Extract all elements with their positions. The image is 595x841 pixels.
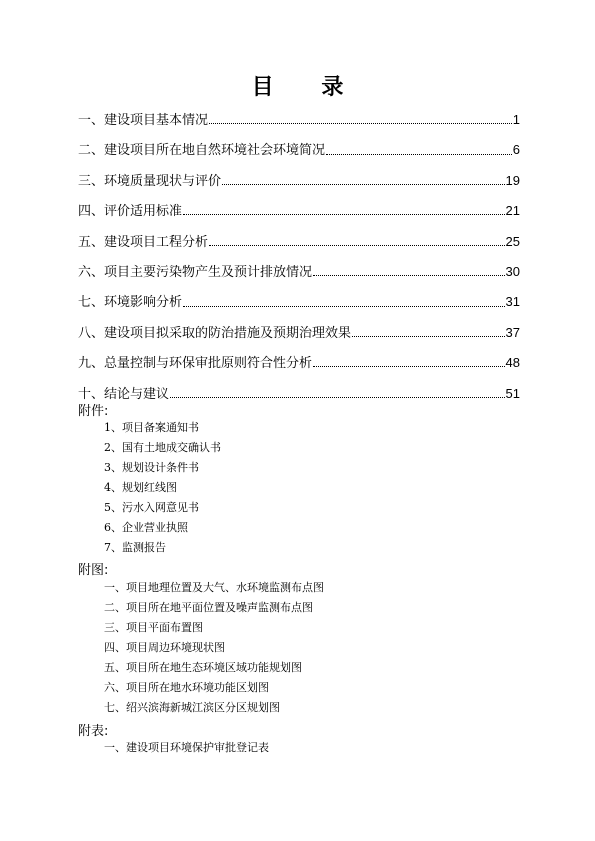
table-of-contents xyxy=(78,105,520,409)
toc-entry-label: 七、环境影响分析 xyxy=(78,295,183,311)
figure-item: 七、绍兴滨海新城江滨区分区规划图 xyxy=(104,701,280,714)
toc-leader-dots xyxy=(352,335,505,337)
figures-list xyxy=(104,578,324,718)
toc-leader-dots xyxy=(183,213,505,215)
toc-leader-dots xyxy=(209,244,505,246)
toc-leader-dots xyxy=(170,396,505,398)
attachment-item: 5、污水入网意见书 xyxy=(104,501,199,514)
toc-entry[interactable] xyxy=(78,379,520,409)
toc-entry-page: 30 xyxy=(505,263,520,279)
toc-entry-label: 三、环境质量现状与评价 xyxy=(78,173,222,189)
toc-leader-dots xyxy=(326,153,512,155)
toc-entry-page: 1 xyxy=(512,112,520,127)
toc-entry-label: 八、建设项目拟采取的防治措施及预期治理效果 xyxy=(78,325,352,341)
figures-heading: 附图: xyxy=(78,563,109,578)
toc-entry-page: 19 xyxy=(505,172,520,188)
toc-entry-page: 48 xyxy=(505,355,520,371)
toc-entry-page: 25 xyxy=(505,233,520,249)
toc-entry-label: 六、项目主要污染物产生及预计排放情况 xyxy=(78,264,313,280)
figure-item: 一、项目地理位置及大气、水环境监测布点图 xyxy=(104,581,324,594)
toc-entry-page: 37 xyxy=(505,324,520,340)
toc-entry-page: 6 xyxy=(512,142,520,158)
toc-leader-dots xyxy=(222,183,505,185)
toc-entry[interactable] xyxy=(78,135,520,165)
toc-leader-dots xyxy=(313,365,505,367)
page-title: 目 录 xyxy=(251,74,364,100)
table-item: 一、建设项目环境保护审批登记表 xyxy=(104,741,269,754)
tables-list xyxy=(104,738,269,758)
toc-leader-dots xyxy=(209,122,512,124)
toc-entry-label: 九、总量控制与环保审批原则符合性分析 xyxy=(78,356,313,372)
tables-heading: 附表: xyxy=(78,724,109,739)
toc-entry-page: 21 xyxy=(505,203,520,219)
attachment-item: 3、规划设计条件书 xyxy=(104,461,199,474)
toc-entry[interactable] xyxy=(78,105,520,135)
toc-entry[interactable] xyxy=(78,348,520,378)
figure-item: 二、项目所在地平面位置及噪声监测布点图 xyxy=(104,601,313,614)
toc-leader-dots xyxy=(313,274,505,276)
toc-entry[interactable] xyxy=(78,166,520,196)
attachment-item: 2、国有土地成交确认书 xyxy=(104,441,221,454)
attachment-item: 4、规划红线图 xyxy=(104,481,177,494)
toc-entry-label: 四、评价适用标准 xyxy=(78,204,183,220)
toc-entry-label: 五、建设项目工程分析 xyxy=(78,234,209,250)
attachments-heading: 附件: xyxy=(78,404,109,419)
attachment-item: 1、项目备案通知书 xyxy=(104,421,199,434)
toc-entry-page: 51 xyxy=(505,385,520,401)
attachment-item: 7、监测报告 xyxy=(104,541,166,554)
toc-entry[interactable] xyxy=(78,287,520,317)
figure-item: 三、项目平面布置图 xyxy=(104,621,203,634)
toc-leader-dots xyxy=(183,305,505,307)
toc-entry-label: 十、结论与建议 xyxy=(78,386,170,402)
toc-entry[interactable] xyxy=(78,257,520,287)
toc-entry-label: 二、建设项目所在地自然环境社会环境简况 xyxy=(78,143,326,159)
figure-item: 六、项目所在地水环境功能区划图 xyxy=(104,681,269,694)
toc-entry-label: 一、建设项目基本情况 xyxy=(78,113,209,128)
toc-entry[interactable] xyxy=(78,318,520,348)
toc-entry[interactable] xyxy=(78,196,520,226)
attachments-list xyxy=(104,418,221,558)
figure-item: 五、项目所在地生态环境区域功能规划图 xyxy=(104,661,302,674)
attachment-item: 6、企业营业执照 xyxy=(104,521,188,534)
figure-item: 四、项目周边环境现状图 xyxy=(104,641,225,654)
toc-entry[interactable] xyxy=(78,227,520,257)
toc-entry-page: 31 xyxy=(505,294,520,310)
